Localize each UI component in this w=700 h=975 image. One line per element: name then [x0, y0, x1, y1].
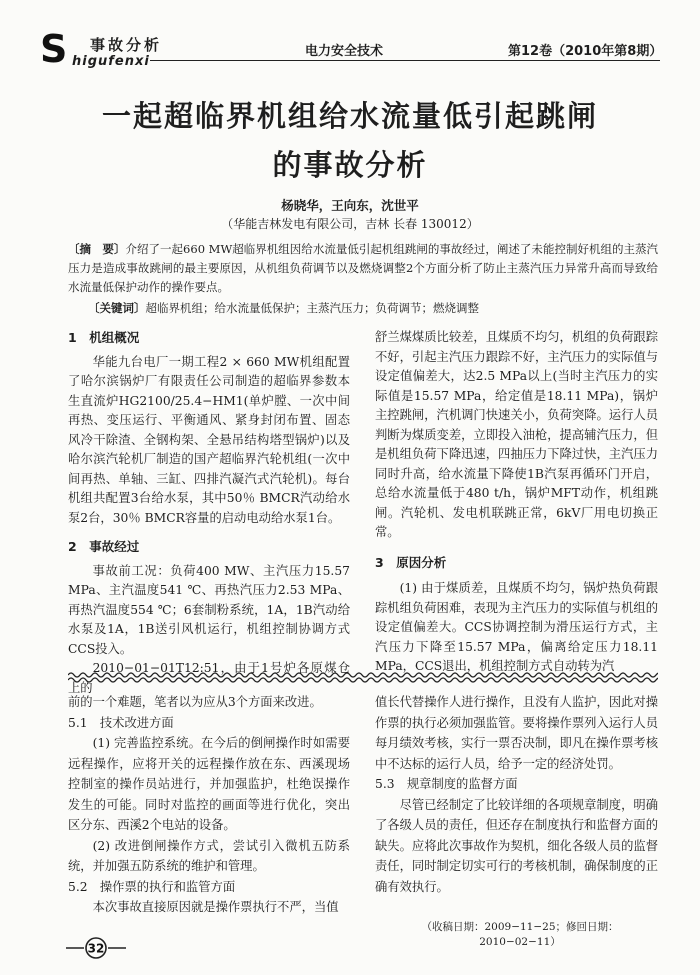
lower-right-column [375, 692, 658, 897]
abstract-label: 〔摘 要〕 [68, 242, 126, 256]
lower-left-text-0: 前的一个难题，笔者以为应从3个方面来改进。 [68, 695, 322, 709]
page-number [66, 936, 126, 960]
section-2-text-1: 事故前工况：负荷400 MW、主汽压力15.57 MPa、主汽温度541 ℃、再热汽压力2.53 MPa、再热汽温度554 ℃；6套制粉系统，1A，1B汽动给水泵及1A，1B送引风机运行，机组控制协调方式CCS投入。 [68, 563, 350, 656]
journal-name: 电力安全技术 [305, 44, 384, 59]
section-5-2-heading: 5.2 操作票的执行和监管方面 [68, 879, 236, 894]
article-title-line-1: 一起超临界机组给水流量低引起跳闸 [101, 99, 598, 133]
section-5-1-item-1: (1) 完善监控系统。在今后的倒闸操作时如需要远程操作，应将开关的远程操作放在东、西溪现场控制室的操作员站进行，并加强监护，杜绝误操作发生的可能。同时对监控的画面等进行优化，突出区分东、西溪2个电站的设备。 [68, 736, 350, 832]
issue-info: 第12卷（2010年第8期） [508, 44, 663, 59]
column-label-en: higufenxi [72, 54, 150, 69]
section-2-text-2: 2010−01−01T12:51，由于1号炉各原煤仓上的 [68, 661, 350, 695]
authors: 杨晓华，王向东，沈世平 [281, 198, 419, 213]
keywords-label: 〔关键词〕 [88, 301, 146, 315]
page-number-text: 32 [87, 941, 105, 956]
upper-left-column [68, 328, 350, 698]
column-logo-s: S [40, 27, 68, 71]
lower-left-column [68, 692, 350, 918]
article-title-line-2: 的事故分析 [272, 148, 428, 182]
page-break-wave [68, 670, 658, 684]
section-5-1-item-2: (2) 改进倒闸操作方式，尝试引入微机五防系统，并加强五防系统的维护和管理。 [68, 838, 350, 873]
keywords-text: 超临界机组；给水流量低保护；主蒸汽压力；负荷调节；燃烧调整 [145, 301, 479, 315]
section-3-heading: 3 原因分析 [375, 554, 447, 570]
upper-right-column [375, 328, 658, 677]
page-number-badge [66, 936, 126, 960]
received-dates: （收稿日期：2009−11−25；修回日期：2010−02−11） [421, 921, 619, 948]
column-label: 事故分析 [90, 36, 163, 54]
abstract-text: 介绍了一起660 MW超临界机组因给水流量低引起机组跳闸的事故经过，阐述了未能控制好机组的主蒸汽压力是造成事故跳闸的最主要原因，从机组负荷调节以及燃烧调整2个方面分析了防止主蒸汽压力异常升高而导致给水流量低保护动作的操作要点。 [68, 242, 658, 294]
section-5-1-heading: 5.1 技术改进方面 [68, 715, 174, 730]
section-5-2-text: 本次事故直接原因就是操作票执行不严，当值 [92, 900, 339, 914]
right-text-1: 舒兰煤煤质比较差，且煤质不均匀，机组的负荷跟踪不好，引起主汽压力跟踪不好，主汽压力的实际值与设定值偏差大，达2.5 MPa以上(当时主汽压力的实际值是15.57 MPa，给定值是18.11 MPa)，锅炉主控跳闸，汽机调门快速关小，负荷突降。运行人员判断为煤质变差，立即投入油枪，提高辅汽压力，但是机组负荷下降迅速，四抽压力下降过快，主汽压力同时升高，给水流量下降使1B汽泵再循环门开启，总给水流量低于480 t/h，锅炉MFT动作，机组跳闸。汽轮机、发电机联跳正常，6kV厂用电切换正常。 [375, 330, 658, 539]
section-1-text: 华能九台电厂一期工程2 × 660 MW机组配置了哈尔滨锅炉厂有限责任公司制造的超临界参数本生直流炉HG2100/25.4−HM1(单炉膛、一次中间再热、变压运行、平衡通风、紧身封闭布置、固态风冷干除渣、全钢构架、全悬吊结构塔型锅炉)以及哈尔滨汽轮机厂制造的国产超临界汽轮机组(一次中间再热、单轴、三缸、四排汽凝汽式汽轮机)。每台机组共配置3台给水泵，其中50％ BMCR汽动给水泵2台，30％ BMCR容量的启动电动给水泵1台。 [68, 354, 350, 525]
affiliation: （华能吉林发电有限公司，吉林 长春 130012） [221, 217, 479, 231]
section-5-3-heading: 5.3 规章制度的监督方面 [375, 777, 518, 791]
section-1-heading: 1 机组概况 [68, 330, 140, 345]
section-5-3-text: 尽管已经制定了比较详细的各项规章制度，明确了各级人员的责任，但还存在制度执行和监督方面的缺失。应将此次事故作为契机，细化各级人员的监督责任，同时制定切实可行的考核机制，确保制度的正确有效执行。 [375, 797, 658, 894]
section-2-heading: 2 事故经过 [68, 539, 140, 554]
keywords [88, 299, 658, 317]
header-rule [150, 60, 660, 61]
abstract [68, 240, 658, 297]
section-3-text: (1) 由于煤质差，且煤质不均匀，锅炉热负荷跟踪机组负荷困难，表现为主汽压力的实际值与机组的设定值偏差大。CCS协调控制为滑压运行方式，主汽压力下降至15.57 MPa，偏离给定压力18.11 MPa，CCS退出，机组控制方式自动转为汽 [375, 581, 658, 673]
lower-right-text-0: 值长代替操作人进行操作，且没有人监护，因此对操作票的执行必须加强监管。要将操作票列入运行人员每月绩效考核，实行一票否决制，即凡在操作票考核中不达标的运行人员，给予一定的经济处罚。 [375, 695, 658, 771]
